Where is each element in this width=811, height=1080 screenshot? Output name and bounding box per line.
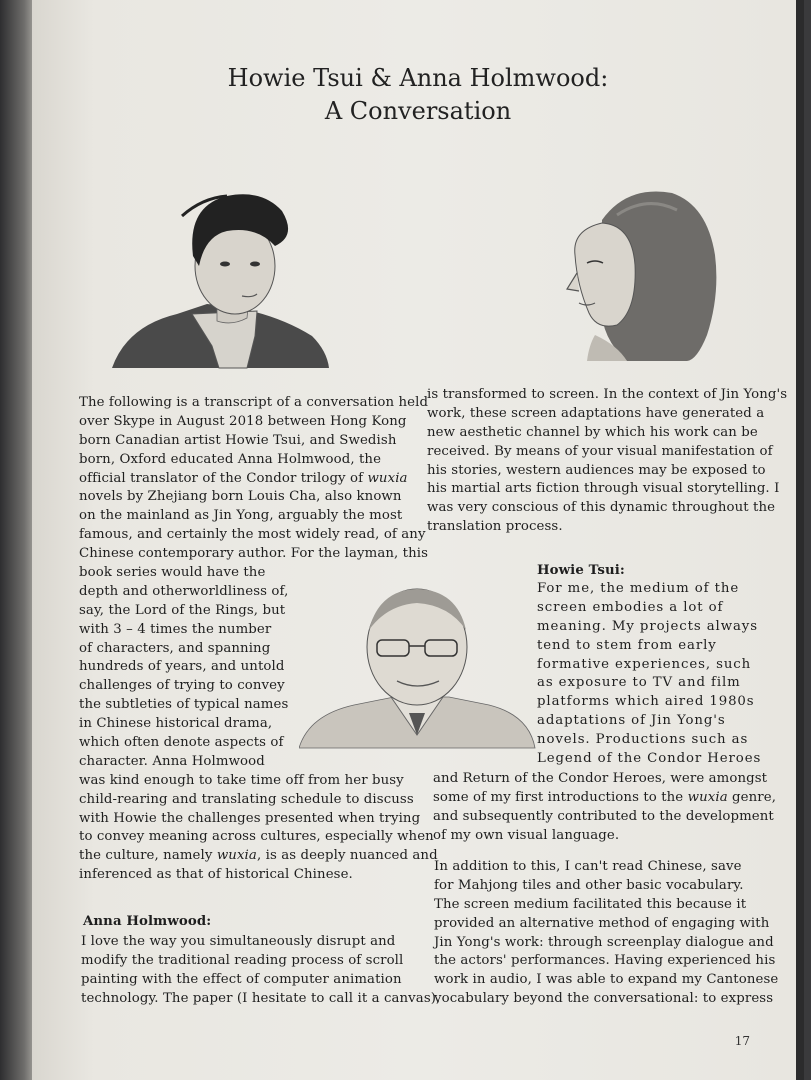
anna-continued-paragraph <box>427 386 787 537</box>
howie-line: For me, the medium of the <box>537 581 740 596</box>
intro-line: Chinese contemporary author. For the layman, this <box>79 546 429 562</box>
intro-line: to convey meaning across cultures, especially when <box>79 829 434 845</box>
page-title-line-2: A Conversation <box>324 97 512 125</box>
speaker-anna-holmwood: Anna Holmwood: <box>83 914 212 929</box>
anna-holmwood-portrait-icon <box>557 185 722 363</box>
howie-line: meaning. My projects always <box>537 618 758 634</box>
intro-line: child-rearing and translating schedule to discuss <box>79 791 414 807</box>
intro-line: challenges of trying to convey <box>79 678 285 694</box>
howie-line: The screen medium facilitated this because it <box>434 896 747 912</box>
intro-line: on the mainland as Jin Yong, arguably the most <box>79 508 403 524</box>
howie-line: In addition to this, I can't read Chinese, save <box>434 859 742 874</box>
intro-line: inferenced as that of historical Chinese. <box>79 867 353 883</box>
intro-line: hundreds of years, and untold <box>79 659 285 675</box>
anna-line: new aesthetic channel by which his work can be <box>427 424 758 440</box>
anna-line: his martial arts fiction through visual storytelling. I <box>427 481 780 497</box>
anna-line: modify the traditional reading process of scroll <box>81 952 404 968</box>
intro-line: character. Anna Holmwood <box>79 753 265 769</box>
howie-line: vocabulary beyond the conversational: to express <box>434 991 774 1007</box>
intro-line: of characters, and spanning <box>79 640 271 656</box>
intro-line: with Howie the challenges presented when trying <box>79 810 421 826</box>
intro-line: novels by Zhejiang born Louis Cha, also known <box>79 489 402 505</box>
howie-line: adaptations of Jin Yong's <box>537 713 726 729</box>
intro-line: depth and otherworldliness of, <box>79 583 289 599</box>
howie-line: screen embodies a lot of <box>537 599 724 615</box>
howie-line: formative experiences, such <box>537 656 752 672</box>
anna-line: technology. The paper (I hesitate to call it a canvas), <box>81 990 441 1006</box>
howie-line: Jin Yong's work: through screenplay dialogue and <box>434 934 774 950</box>
howie-line: for Mahjong tiles and other basic vocabulary. <box>434 877 744 893</box>
intro-line: with 3 – 4 times the number <box>79 621 272 637</box>
howie-paragraph-narrow <box>537 580 761 769</box>
intro-line: was kind enough to take time off from her busy <box>79 772 404 788</box>
page-edge <box>796 0 804 1080</box>
howie-line: some of my first introductions to the wuxia genre, <box>433 789 777 805</box>
intro-line: the culture, namely wuxia, is as deeply nuanced and <box>79 848 438 864</box>
howie-line: tend to stem from early <box>537 637 717 653</box>
anna-line: I love the way you simultaneously disrupt and <box>81 934 396 949</box>
intro-paragraph <box>79 394 438 885</box>
howie-line: as exposure to TV and film <box>537 675 741 691</box>
howie-line: the actors' performances. Having experienced his <box>434 953 776 969</box>
intro-line: famous, and certainly the most widely read, of any <box>79 527 426 543</box>
intro-line: say, the Lord of the Rings, but <box>79 602 286 618</box>
anna-paragraph <box>81 933 440 1009</box>
anna-line: painting with the effect of computer animation <box>81 971 402 987</box>
speaker-howie-tsui: Howie Tsui: <box>537 563 625 578</box>
intro-line: which often denote aspects of <box>79 735 284 751</box>
page-number: 17 <box>734 1034 750 1048</box>
howie-line: provided an alternative method of engaging with <box>434 915 770 931</box>
intro-line: the subtleties of typical names <box>79 697 289 713</box>
intro-line: book series would have the <box>79 565 266 581</box>
intro-line: The following is a transcript of a conversation held <box>79 395 429 410</box>
anna-line: is transformed to screen. In the context of Jin Yong's <box>427 387 788 402</box>
intro-line: born, Oxford educated Anna Holmwood, the <box>79 451 382 467</box>
intro-line: in Chinese historical drama, <box>79 716 273 732</box>
howie-line: and subsequently contributed to the development <box>433 808 774 824</box>
intro-line: over Skype in August 2018 between Hong Kong <box>79 413 407 429</box>
anna-line: was very conscious of this dynamic throughout the <box>427 500 776 516</box>
howie-line: and Return of the Condor Heroes, were amongst <box>433 771 768 786</box>
howie-line: Legend of the Condor Heroes <box>537 751 762 767</box>
howie-paragraph-wide <box>433 770 776 846</box>
intro-line: born Canadian artist Howie Tsui, and Swedish <box>79 432 397 448</box>
howie-paragraph-2 <box>434 858 778 1009</box>
book-page <box>32 0 804 1080</box>
howie-tsui-portrait-icon <box>107 186 335 371</box>
anna-line: work, these screen adaptations have generated a <box>427 405 765 421</box>
howie-line: work in audio, I was able to expand my Cantonese <box>434 972 779 988</box>
howie-line: of my own visual language. <box>433 827 620 843</box>
anna-line: received. By means of your visual manifestation of <box>427 443 773 459</box>
howie-line: platforms which aired 1980s <box>537 694 755 710</box>
anna-line: translation process. <box>427 519 563 535</box>
intro-line: official translator of the Condor trilogy of wuxia <box>79 470 408 486</box>
howie-line: novels. Productions such as <box>537 732 749 748</box>
anna-line: his stories, western audiences may be exposed to <box>427 462 766 478</box>
page-title-line-1: Howie Tsui & Anna Holmwood: <box>227 64 609 92</box>
